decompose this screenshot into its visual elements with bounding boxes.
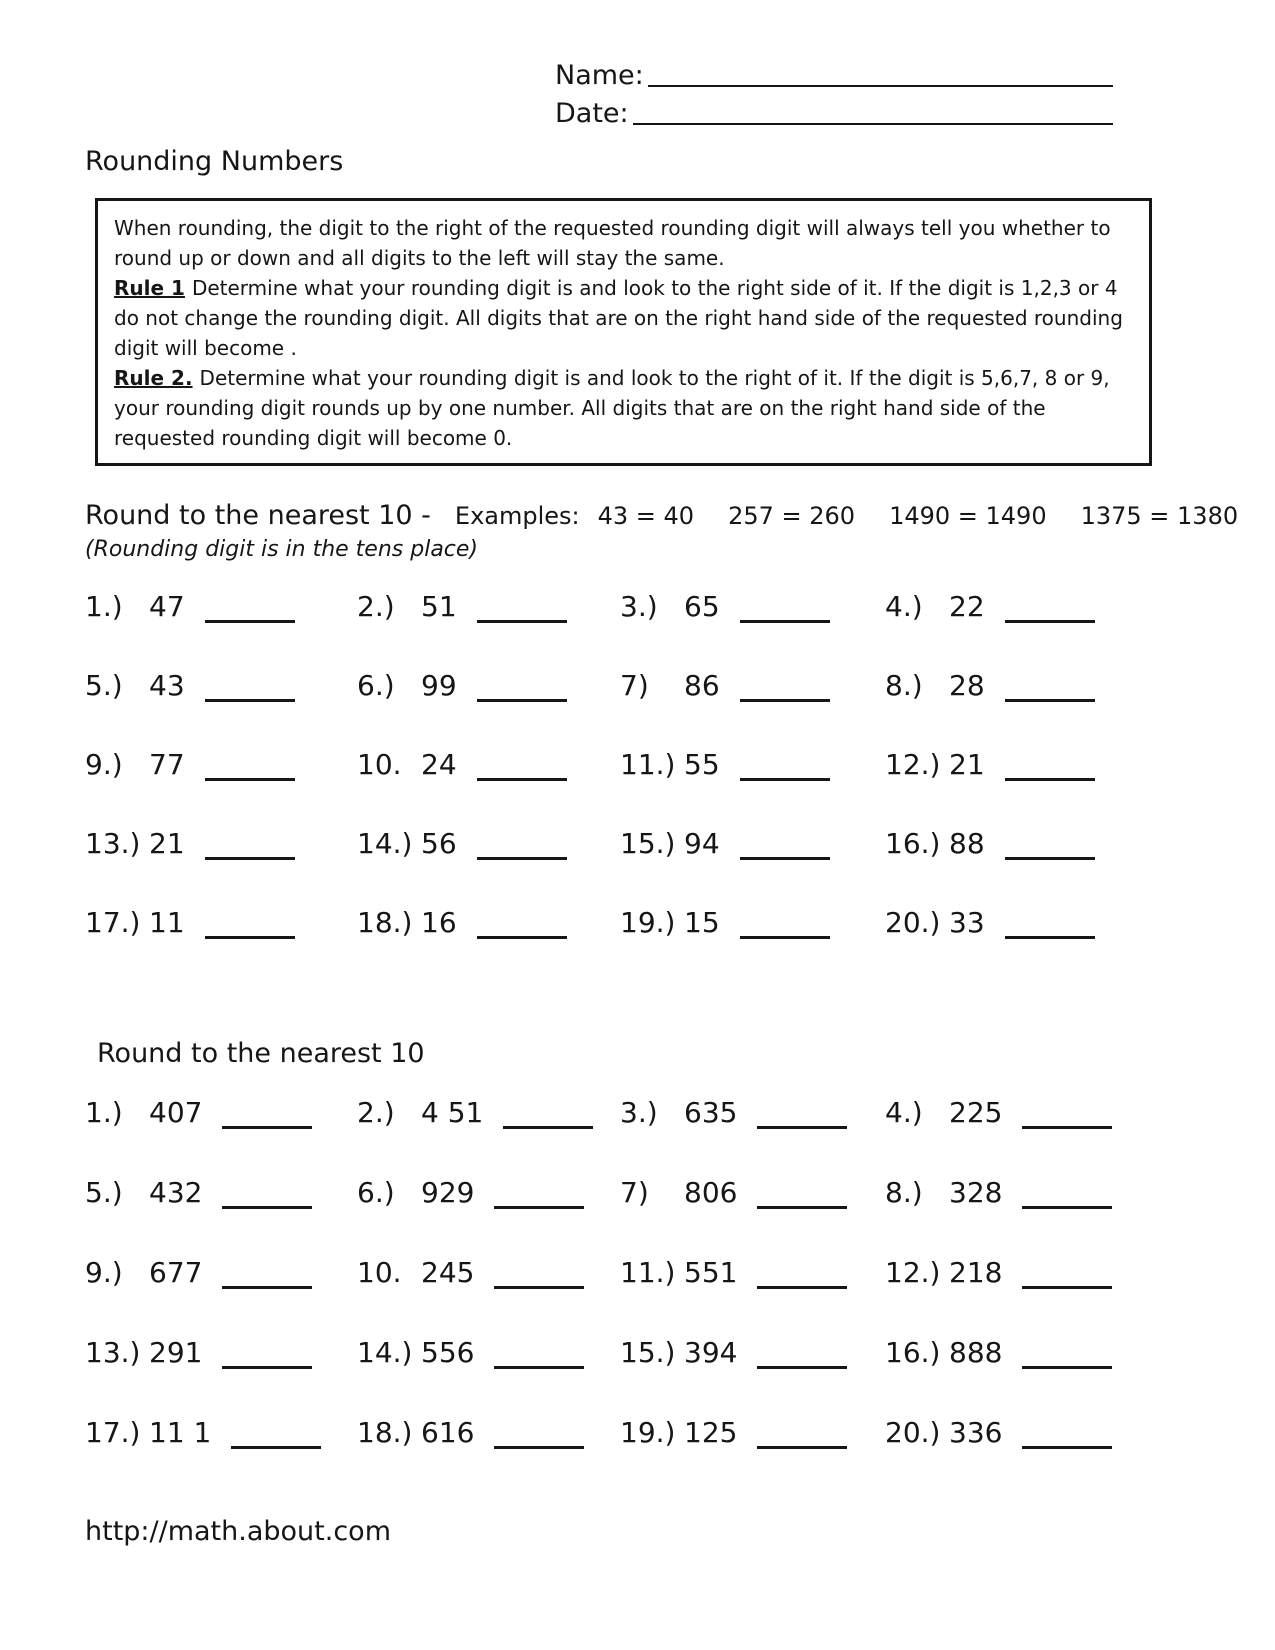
answer-blank [757, 1126, 847, 1129]
problem-item [85, 827, 357, 906]
problem-item [620, 1256, 885, 1336]
answer-blank [1022, 1206, 1112, 1209]
answer-blank [231, 1446, 321, 1449]
answer-blank [205, 620, 295, 623]
rule-2-label: Rule 2. [114, 366, 193, 390]
problem-value: 21 [949, 748, 985, 781]
answer-blank [740, 620, 830, 623]
problem-item [620, 906, 885, 985]
problem-value: 336 [949, 1416, 1003, 1449]
problem-item [885, 1336, 1215, 1416]
rule-1-text: Determine what your rounding digit is and look to the right side of it. If the digit is 1,2,3 or 4 do not change the rounding digit. All digits that are on the right hand side of the requested rounding digit will become . [114, 276, 1123, 360]
problem-number: 18.) [357, 1416, 413, 1449]
problem-number: 19.) [620, 906, 676, 939]
problem-number: 16.) [885, 827, 941, 860]
problem-value: 806 [684, 1176, 738, 1209]
problem-number: 8.) [885, 669, 923, 702]
problem-number: 14.) [357, 1336, 413, 1369]
problem-item [620, 1336, 885, 1416]
answer-blank [477, 620, 567, 623]
answer-blank [757, 1206, 847, 1209]
problem-value: 125 [684, 1416, 738, 1449]
answer-blank [1022, 1126, 1112, 1129]
problem-item [357, 1336, 620, 1416]
answer-blank [740, 936, 830, 939]
answer-blank [477, 778, 567, 781]
problem-item [85, 590, 357, 669]
problem-number: 4.) [885, 590, 923, 623]
answer-blank [205, 936, 295, 939]
date-label: Date: [555, 98, 629, 129]
rules-box [95, 198, 1152, 466]
problem-value: 616 [421, 1416, 475, 1449]
problem-number: 16.) [885, 1336, 941, 1369]
section2-problems [85, 1096, 1215, 1496]
problem-item [620, 748, 885, 827]
problem-number: 1.) [85, 1096, 123, 1129]
problem-number: 19.) [620, 1416, 676, 1449]
rule-1-label: Rule 1 [114, 276, 185, 300]
problem-item [885, 1176, 1215, 1256]
problem-item [885, 1256, 1215, 1336]
problem-value: 677 [149, 1256, 203, 1289]
answer-blank [477, 857, 567, 860]
answer-blank [205, 699, 295, 702]
problem-number: 3.) [620, 1096, 658, 1129]
answer-blank [757, 1366, 847, 1369]
answer-blank [205, 778, 295, 781]
answer-blank [222, 1126, 312, 1129]
problem-number: 11.) [620, 1256, 676, 1289]
rule-2-text: Determine what your rounding digit is and look to the right of it. If the digit is 5,6,7, 8 or 9, your rounding digit rounds up by one number. All digits that are on the right hand side of the requested rounding digit will become 0. [114, 366, 1110, 450]
answer-blank [757, 1286, 847, 1289]
problem-number: 15.) [620, 1336, 676, 1369]
answer-blank [1005, 699, 1095, 702]
problem-item [885, 1096, 1215, 1176]
problem-value: 28 [949, 669, 985, 702]
problem-item [357, 1256, 620, 1336]
problem-item [620, 827, 885, 906]
date-blank-line [633, 123, 1113, 125]
problem-item [885, 590, 1215, 669]
problem-item [85, 1096, 357, 1176]
problem-item [885, 1416, 1215, 1496]
answer-blank [1022, 1366, 1112, 1369]
problem-item [357, 590, 620, 669]
problem-number: 6.) [357, 669, 395, 702]
problem-value: 56 [421, 827, 457, 860]
problem-item [85, 1256, 357, 1336]
answer-blank [205, 857, 295, 860]
problem-number: 13.) [85, 1336, 141, 1369]
problem-item [357, 748, 620, 827]
answer-blank [1005, 778, 1095, 781]
answer-blank [222, 1366, 312, 1369]
problem-number: 7) [620, 669, 649, 702]
problem-value: 88 [949, 827, 985, 860]
problem-item [85, 1336, 357, 1416]
answer-blank [740, 857, 830, 860]
problem-value: 4 51 [421, 1096, 484, 1129]
section1-subheading: (Rounding digit is in the tens place) [85, 537, 479, 562]
section1-problems [85, 590, 1215, 985]
problem-value: 432 [149, 1176, 203, 1209]
name-label: Name: [555, 60, 644, 91]
answer-blank [222, 1206, 312, 1209]
problem-value: 21 [149, 827, 185, 860]
problem-value: 94 [684, 827, 720, 860]
problem-number: 9.) [85, 1256, 123, 1289]
problem-value: 11 [149, 906, 185, 939]
problem-value: 51 [421, 590, 457, 623]
problem-number: 2.) [357, 590, 395, 623]
problem-number: 7) [620, 1176, 649, 1209]
problem-value: 16 [421, 906, 457, 939]
answer-blank [1005, 620, 1095, 623]
problem-value: 929 [421, 1176, 475, 1209]
section1-heading-text: Round to the nearest 10 - [85, 500, 431, 531]
name-field [555, 60, 1113, 91]
problem-item [85, 906, 357, 985]
problem-value: 394 [684, 1336, 738, 1369]
problem-number: 15.) [620, 827, 676, 860]
example-item: 1375 = 1380 [1080, 502, 1239, 530]
problem-number: 18.) [357, 906, 413, 939]
problem-value: 15 [684, 906, 720, 939]
problem-value: 65 [684, 590, 720, 623]
answer-blank [494, 1286, 584, 1289]
answer-blank [477, 936, 567, 939]
answer-blank [503, 1126, 593, 1129]
answer-blank [1005, 936, 1095, 939]
problem-number: 3.) [620, 590, 658, 623]
answer-blank [494, 1446, 584, 1449]
problem-item [885, 748, 1215, 827]
problem-item [885, 906, 1215, 985]
problem-value: 556 [421, 1336, 475, 1369]
answer-blank [757, 1446, 847, 1449]
problem-item [620, 1416, 885, 1496]
problem-item [85, 1176, 357, 1256]
problem-number: 2.) [357, 1096, 395, 1129]
answer-blank [1022, 1446, 1112, 1449]
name-blank-line [648, 85, 1113, 87]
problem-item [620, 590, 885, 669]
problem-item [357, 1096, 620, 1176]
problem-value: 99 [421, 669, 457, 702]
problem-value: 328 [949, 1176, 1003, 1209]
problem-value: 225 [949, 1096, 1003, 1129]
problem-item [85, 669, 357, 748]
problem-number: 13.) [85, 827, 141, 860]
example-item: 257 = 260 [728, 502, 856, 530]
answer-blank [222, 1286, 312, 1289]
problem-item [357, 669, 620, 748]
rules-intro [114, 213, 1133, 273]
problem-number: 17.) [85, 1416, 141, 1449]
date-field [555, 98, 1113, 129]
section1-heading [85, 500, 1238, 531]
problem-item [357, 906, 620, 985]
rule-2 [114, 363, 1133, 453]
problem-value: 11 1 [149, 1416, 212, 1449]
section2-heading: Round to the nearest 10 [97, 1038, 425, 1069]
problem-item [620, 669, 885, 748]
problem-number: 20.) [885, 1416, 941, 1449]
problem-item [620, 1096, 885, 1176]
rule-1 [114, 273, 1133, 363]
problem-number: 10. [357, 1256, 402, 1289]
problem-number: 14.) [357, 827, 413, 860]
problem-item [885, 669, 1215, 748]
problem-number: 12.) [885, 1256, 941, 1289]
problem-number: 1.) [85, 590, 123, 623]
problem-number: 11.) [620, 748, 676, 781]
problem-number: 9.) [85, 748, 123, 781]
answer-blank [477, 699, 567, 702]
problem-number: 20.) [885, 906, 941, 939]
problem-item [620, 1176, 885, 1256]
problem-value: 635 [684, 1096, 738, 1129]
problem-value: 86 [684, 669, 720, 702]
problem-number: 17.) [85, 906, 141, 939]
problem-value: 77 [149, 748, 185, 781]
answer-blank [1022, 1286, 1112, 1289]
problem-number: 8.) [885, 1176, 923, 1209]
answer-blank [1005, 857, 1095, 860]
problem-item [357, 1176, 620, 1256]
problem-item [85, 748, 357, 827]
problem-value: 43 [149, 669, 185, 702]
problem-value: 33 [949, 906, 985, 939]
problem-value: 291 [149, 1336, 203, 1369]
problem-value: 888 [949, 1336, 1003, 1369]
source-url: http://math.about.com [85, 1516, 391, 1547]
problem-value: 551 [684, 1256, 738, 1289]
problem-value: 218 [949, 1256, 1003, 1289]
answer-blank [494, 1206, 584, 1209]
problem-number: 4.) [885, 1096, 923, 1129]
problem-value: 245 [421, 1256, 475, 1289]
problem-number: 10. [357, 748, 402, 781]
problem-value: 22 [949, 590, 985, 623]
problem-number: 12.) [885, 748, 941, 781]
answer-blank [740, 699, 830, 702]
answer-blank [494, 1366, 584, 1369]
problem-value: 407 [149, 1096, 203, 1129]
example-item: 1490 = 1490 [889, 502, 1047, 530]
problem-value: 55 [684, 748, 720, 781]
problem-item [357, 827, 620, 906]
worksheet-title: Rounding Numbers [85, 146, 344, 177]
problem-number: 5.) [85, 1176, 123, 1209]
problem-item [357, 1416, 620, 1496]
problem-value: 47 [149, 590, 185, 623]
examples-label: Examples: [454, 502, 580, 530]
problem-item [885, 827, 1215, 906]
problem-number: 6.) [357, 1176, 395, 1209]
problem-number: 5.) [85, 669, 123, 702]
example-item: 43 = 40 [597, 502, 695, 530]
problem-value: 24 [421, 748, 457, 781]
rules-intro-text: When rounding, the digit to the right of the requested rounding digit will always tell you whether to round up or down and all digits to the left will stay the same. [114, 216, 1111, 270]
answer-blank [740, 778, 830, 781]
problem-item [85, 1416, 357, 1496]
